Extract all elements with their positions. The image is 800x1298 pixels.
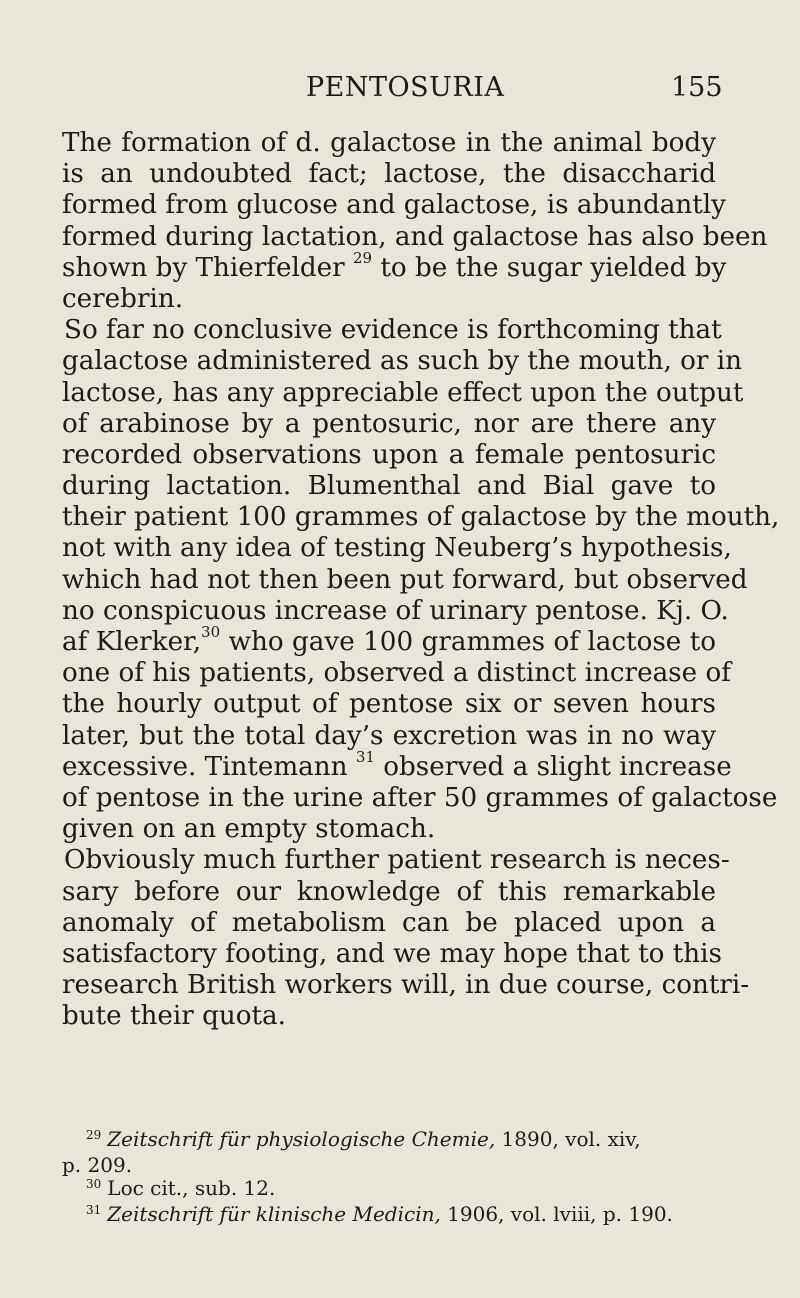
text-line: anomaly of metabolism can be placed upon a <box>62 907 716 938</box>
footnote-30 <box>62 1177 716 1203</box>
text-line: research British workers will, in due course, contri- <box>62 970 750 1001</box>
text-line: sary before our knowledge of this remarkable <box>62 876 716 907</box>
text-line: The formation of d. galactose in the animal body <box>62 128 716 158</box>
text-line: formed from glucose and galactose, is abundantly <box>62 190 726 221</box>
text-line: no conspicuous increase of urinary pentose. Kj. O. <box>62 595 729 626</box>
text-line <box>62 623 716 658</box>
paragraph-start: So far no conclusive evidence is forthcoming that <box>64 315 722 346</box>
text-line: of arabinose by a pentosuric, nor are there any <box>62 408 716 439</box>
text-line: is an undoubted fact; lactose, the disaccharid <box>62 159 716 190</box>
running-head <box>0 72 800 112</box>
text-line: formed during lactation, and galactose has also been <box>62 221 768 252</box>
text-segment: excessive. Tintemann <box>62 751 348 782</box>
footnote-text: 1890, vol. xiv, <box>495 1127 641 1151</box>
footnote-text: 1906, vol. lviii, p. 190. <box>440 1202 673 1226</box>
body-text <box>62 128 780 1032</box>
footnote-text: Loc cit., sub. 12. <box>107 1176 276 1200</box>
footnote-29 <box>62 1128 716 1154</box>
text-segment: to be the sugar yielded by <box>380 252 727 283</box>
text-line: one of his patients, observed a distinct increase of <box>62 658 731 689</box>
running-title: PENTOSURIA <box>306 72 505 103</box>
text-line: given on an empty stomach. <box>62 814 436 845</box>
text-line: bute their quota. <box>62 1001 286 1032</box>
page-number: 155 <box>671 72 723 103</box>
text-line: their patient 100 grammes of galactose by the mouth, <box>62 502 780 533</box>
text-line: lactose, has any appreciable effect upon the output <box>62 377 744 408</box>
footnote-ref-31[interactable]: 31 <box>355 748 375 767</box>
footnote-number: 29 <box>86 1128 102 1142</box>
text-line <box>62 249 727 284</box>
footnote-31 <box>62 1203 716 1229</box>
text-line: the hourly output of pentose six or seven hours <box>62 689 716 720</box>
text-segment: observed a slight increase <box>383 751 732 782</box>
text-line: which had not then been put forward, but observed <box>62 564 748 595</box>
text-line: of pentose in the urine after 50 grammes of galactose <box>62 782 778 813</box>
footnote-journal: Zeitschrift für physiologische Chemie, <box>107 1127 496 1151</box>
text-segment: af Klerker, <box>62 627 202 657</box>
text-segment: shown by Thierfelder <box>62 252 345 283</box>
text-segment: who gave 100 grammes of lactose to <box>228 627 716 657</box>
text-line: not with any idea of testing Neuberg’s hypothesis, <box>62 533 732 564</box>
text-line <box>62 748 732 783</box>
text-line: cerebrin. <box>62 283 184 314</box>
footnote-number: 30 <box>86 1177 102 1191</box>
text-line: satisfactory footing, and we may hope that to this <box>62 938 722 969</box>
text-line: during lactation. Blumenthal and Bial gave to <box>62 471 716 502</box>
footnote-29-continued: p. 209. <box>62 1153 133 1177</box>
paragraph-start: Obviously much further patient research is neces- <box>64 845 730 876</box>
footnote-ref-29[interactable]: 29 <box>352 249 373 268</box>
footnotes <box>62 1128 716 1229</box>
footnote-number: 31 <box>86 1203 102 1217</box>
text-line: later, but the total day’s excretion was in no way <box>62 720 716 751</box>
footnote-journal: Zeitschrift für klinische Medicin, <box>107 1202 441 1226</box>
footnote-ref-30[interactable]: 30 <box>201 623 221 642</box>
text-line: recorded observations upon a female pentosuric <box>62 439 716 470</box>
text-line: galactose administered as such by the mouth, or in <box>62 346 742 377</box>
